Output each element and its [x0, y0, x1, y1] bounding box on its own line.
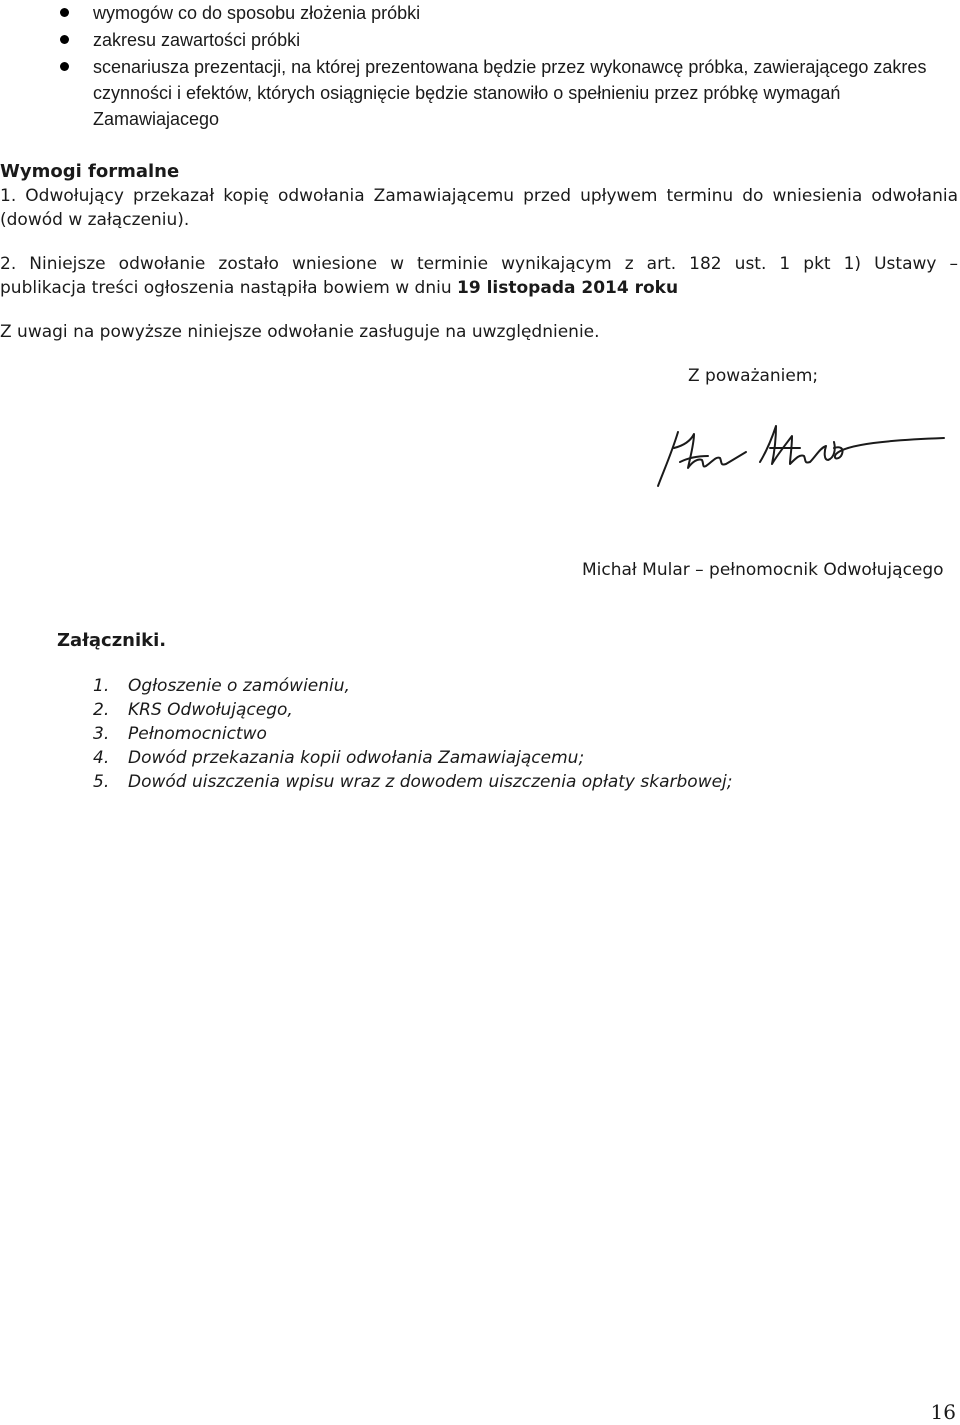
- bullet-text: wymogów co do sposobu złożenia próbki: [93, 3, 421, 23]
- deadline-date: 19 listopada 2014 roku: [457, 278, 679, 298]
- signer-name: Michał Mular – pełnomocnik Odwołującego: [582, 560, 944, 580]
- attachments-title: Załączniki.: [57, 630, 167, 651]
- list-item-number: 5.: [93, 772, 110, 792]
- list-item: [93, 722, 733, 746]
- bullet-text: scenariusza prezentacji, na której prezentowana będzie przez wykonawcę próbka, zawierającego zakres czynności i efektów, których osiągnięcie będzie stanowiło o spełnieniu przez próbkę wymagań Zamawiajacego: [93, 57, 927, 129]
- list-item-number: 4.: [93, 748, 110, 768]
- bullet-dot-icon: [60, 35, 69, 44]
- list-item-text: Ogłoszenie o zamówieniu,: [128, 676, 350, 696]
- bullet-item: [0, 27, 320, 53]
- list-item-number: 1.: [93, 676, 110, 696]
- bullet-dot-icon: [60, 62, 69, 71]
- list-item-text: KRS Odwołującego,: [128, 700, 293, 720]
- closing-regards: Z poważaniem;: [688, 366, 819, 386]
- list-item-text: Dowód uiszczenia wpisu wraz z dowodem uiszczenia opłaty skarbowej;: [128, 772, 733, 792]
- paragraph-deadline: [0, 252, 958, 300]
- paragraph-copy-delivered: 1. Odwołujący przekazał kopię odwołania Zamawiającemu przed upływem terminu do wniesienia odwołania (dowód w załączeniu).: [0, 186, 958, 230]
- list-item: [93, 746, 733, 770]
- list-item: [93, 698, 733, 722]
- list-item: [93, 770, 733, 794]
- list-item: [93, 674, 733, 698]
- section-title: Wymogi formalne: [0, 161, 180, 182]
- paragraph-deadline-line1: 2. Niniejsze odwołanie zostało wniesione w terminie wynikającym z art. 182 ust. 1 pkt 1) Ustawy –: [0, 254, 958, 274]
- list-item-number: 3.: [93, 724, 110, 744]
- bullet-item: [0, 0, 440, 26]
- bullet-item: [0, 54, 960, 132]
- handwritten-signature: [650, 418, 950, 498]
- paragraph-conclusion: Z uwagi na powyższe niniejsze odwołanie zasługuje na uwzględnienie.: [0, 322, 600, 342]
- list-item-text: Dowód przekazania kopii odwołania Zamawiającemu;: [128, 748, 585, 768]
- bullet-dot-icon: [60, 8, 69, 17]
- list-item-text: Pełnomocnictwo: [128, 724, 267, 744]
- paragraph-deadline-line2: publikacja treści ogłoszenia nastąpiła bowiem w dniu: [0, 278, 458, 298]
- bullet-text: zakresu zawartości próbki: [93, 30, 301, 50]
- attachments-list: [93, 674, 733, 794]
- list-item-number: 2.: [93, 700, 110, 720]
- page-number: 16: [930, 1400, 956, 1424]
